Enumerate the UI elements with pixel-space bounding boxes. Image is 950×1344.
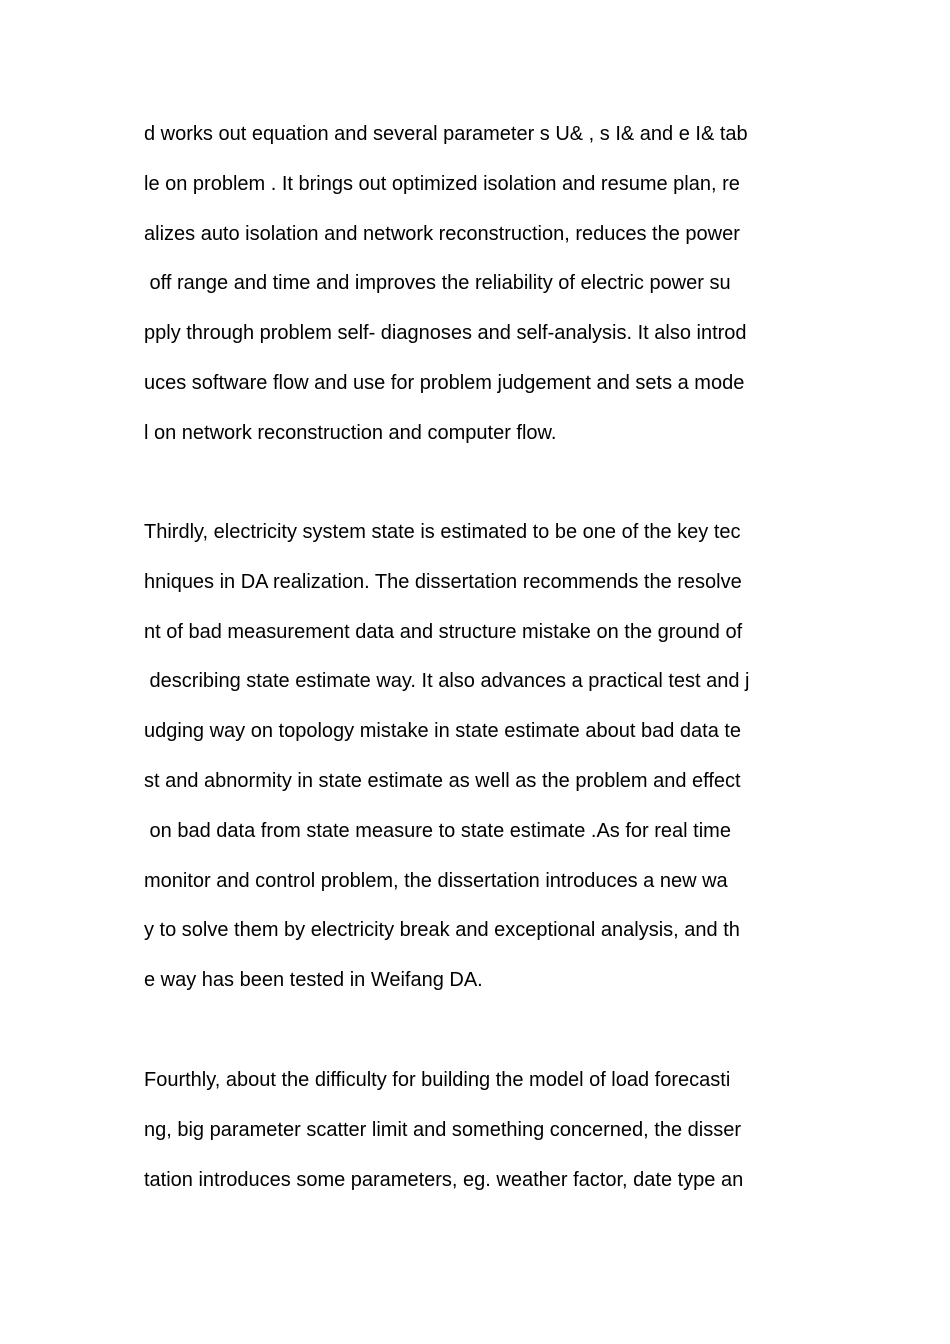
text-line: e way has been tested in Weifang DA. (144, 969, 483, 992)
text-line: d works out equation and several parameter s U& , s I& and e I& tab (144, 123, 748, 145)
text-line: st and abnormity in state estimate as well as the problem and effect (144, 769, 741, 792)
text-line: describing state estimate way. It also advances a practical test and j (144, 670, 750, 693)
text-line: Fourthly, about the difficulty for building the model of load forecasti (144, 1069, 731, 1091)
paragraph-3 (144, 1056, 824, 1205)
text-line: off range and time and improves the reliability of electric power su (144, 272, 731, 295)
text-line: le on problem . It brings out optimized isolation and resume plan, re (144, 172, 740, 195)
text-line: tation introduces some parameters, eg. weather factor, date type an (144, 1168, 744, 1191)
text-line: ng, big parameter scatter limit and something concerned, the disser (144, 1118, 741, 1141)
text-line: udging way on topology mistake in state estimate about bad data te (144, 720, 742, 743)
text-line: Thirdly, electricity system state is estimated to be one of the key tec (144, 521, 741, 543)
text-line: alizes auto isolation and network reconstruction, reduces the power (144, 222, 740, 245)
paragraph-2 (144, 508, 824, 1006)
text-line: monitor and control problem, the dissertation introduces a new wa (144, 869, 728, 892)
text-line: uces software flow and use for problem judgement and sets a mode (144, 371, 745, 394)
text-line: pply through problem self- diagnoses and self-analysis. It also introd (144, 322, 747, 345)
paragraph-1 (144, 110, 824, 459)
text-line: nt of bad measurement data and structure mistake on the ground of (144, 620, 743, 643)
text-line: hniques in DA realization. The dissertation recommends the resolve (144, 570, 742, 593)
text-line: l on network reconstruction and computer flow. (144, 421, 557, 444)
text-line: y to solve them by electricity break and exceptional analysis, and th (144, 919, 740, 942)
text-line: on bad data from state measure to state estimate .As for real time (144, 819, 731, 842)
